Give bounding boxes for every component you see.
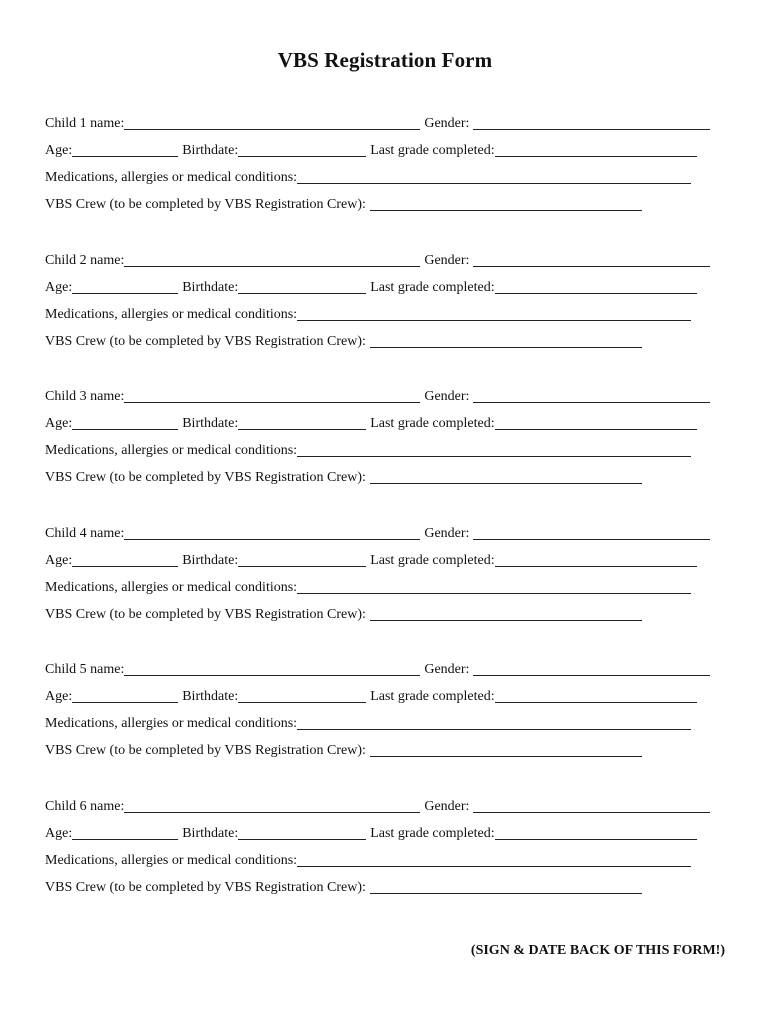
gender-field[interactable] bbox=[473, 252, 710, 267]
gender-field[interactable] bbox=[473, 115, 710, 130]
age-row bbox=[45, 133, 725, 160]
name-label-suffix: name: bbox=[86, 525, 125, 541]
age-field[interactable] bbox=[72, 142, 178, 157]
crew-field[interactable] bbox=[370, 196, 642, 211]
medical-label: Medications, allergies or medical conditions: bbox=[45, 170, 298, 185]
birthdate-field[interactable] bbox=[238, 552, 366, 567]
last-grade-label: Last grade completed: bbox=[370, 825, 495, 841]
child-name-field[interactable] bbox=[124, 388, 420, 403]
age-row bbox=[45, 816, 725, 843]
birthdate-field[interactable] bbox=[238, 279, 366, 294]
medical-label: Medications, allergies or medical conditions: bbox=[45, 306, 298, 322]
medical-field[interactable] bbox=[297, 715, 691, 730]
child-label: Child 5 bbox=[45, 662, 87, 677]
crew-field[interactable] bbox=[370, 606, 642, 621]
crew-label: VBS Crew (to be completed by VBS Registration Crew): bbox=[45, 197, 366, 212]
gender-label: Gender: bbox=[424, 525, 470, 541]
age-label: Age: bbox=[45, 279, 73, 295]
child-section bbox=[45, 789, 725, 897]
birthdate-field[interactable] bbox=[238, 142, 366, 157]
crew-field[interactable] bbox=[370, 879, 642, 894]
age-row bbox=[45, 679, 725, 706]
child-label: Child 1 bbox=[45, 116, 87, 131]
gender-label: Gender: bbox=[424, 798, 470, 814]
last-grade-label: Last grade completed: bbox=[370, 689, 495, 704]
crew-row bbox=[45, 460, 725, 487]
gender-label: Gender: bbox=[424, 389, 470, 404]
age-label: Age: bbox=[45, 689, 73, 704]
form-title: VBS Registration Form bbox=[277, 48, 493, 72]
child-section bbox=[45, 243, 725, 351]
birthdate-label: Birthdate: bbox=[182, 279, 239, 295]
child-section bbox=[45, 652, 725, 760]
child-section bbox=[45, 379, 725, 487]
child-name-row bbox=[45, 379, 725, 406]
last-grade-field[interactable] bbox=[495, 415, 697, 430]
name-label-suffix: name: bbox=[86, 662, 125, 677]
child-name-label bbox=[45, 253, 124, 270]
child-name-field[interactable] bbox=[124, 115, 420, 130]
child-name-field[interactable] bbox=[124, 661, 420, 676]
medical-row bbox=[45, 706, 725, 733]
crew-label: VBS Crew (to be completed by VBS Registration Crew): bbox=[45, 333, 366, 349]
child-name-field[interactable] bbox=[124, 798, 420, 813]
medical-row bbox=[45, 297, 725, 324]
medical-field[interactable] bbox=[297, 442, 691, 457]
last-grade-label: Last grade completed: bbox=[370, 279, 495, 295]
age-row bbox=[45, 406, 725, 433]
last-grade-field[interactable] bbox=[495, 279, 697, 294]
child-section bbox=[45, 516, 725, 624]
medical-label: Medications, allergies or medical conditions: bbox=[45, 443, 298, 458]
gender-field[interactable] bbox=[473, 388, 710, 403]
birthdate-label: Birthdate: bbox=[182, 825, 239, 841]
medical-field[interactable] bbox=[297, 306, 691, 321]
age-field[interactable] bbox=[72, 415, 178, 430]
child-name-label bbox=[45, 389, 124, 406]
gender-label: Gender: bbox=[424, 116, 470, 131]
birthdate-label: Birthdate: bbox=[182, 143, 239, 158]
child-name-label bbox=[45, 116, 124, 133]
crew-row bbox=[45, 597, 725, 624]
gender-field[interactable] bbox=[473, 525, 710, 540]
age-row bbox=[45, 270, 725, 297]
crew-label: VBS Crew (to be completed by VBS Registration Crew): bbox=[45, 879, 366, 895]
name-label-suffix: name: bbox=[86, 116, 125, 131]
birthdate-label: Birthdate: bbox=[182, 416, 239, 431]
crew-field[interactable] bbox=[370, 742, 642, 757]
crew-row bbox=[45, 870, 725, 897]
crew-row bbox=[45, 324, 725, 351]
medical-label: Medications, allergies or medical conditions: bbox=[45, 579, 298, 595]
medical-row bbox=[45, 433, 725, 460]
crew-label: VBS Crew (to be completed by VBS Registration Crew): bbox=[45, 470, 366, 485]
gender-label: Gender: bbox=[424, 252, 470, 268]
crew-row bbox=[45, 733, 725, 760]
birthdate-field[interactable] bbox=[238, 415, 366, 430]
child-name-row bbox=[45, 516, 725, 543]
child-name-row bbox=[45, 106, 725, 133]
last-grade-field[interactable] bbox=[495, 688, 697, 703]
last-grade-label: Last grade completed: bbox=[370, 552, 495, 568]
child-name-row bbox=[45, 652, 725, 679]
medical-row bbox=[45, 843, 725, 870]
child-section bbox=[45, 106, 725, 214]
crew-field[interactable] bbox=[370, 469, 642, 484]
medical-row bbox=[45, 160, 725, 187]
child-name-field[interactable] bbox=[124, 525, 420, 540]
name-label-suffix: name: bbox=[86, 389, 125, 404]
crew-label: VBS Crew (to be completed by VBS Registration Crew): bbox=[45, 743, 366, 758]
medical-field[interactable] bbox=[297, 169, 691, 184]
medical-field[interactable] bbox=[297, 852, 691, 867]
last-grade-field[interactable] bbox=[495, 825, 697, 840]
gender-field[interactable] bbox=[473, 661, 710, 676]
last-grade-field[interactable] bbox=[495, 142, 697, 157]
crew-field[interactable] bbox=[370, 333, 642, 348]
age-label: Age: bbox=[45, 825, 73, 841]
crew-row bbox=[45, 187, 725, 214]
birthdate-label: Birthdate: bbox=[182, 552, 239, 568]
child-name-row bbox=[45, 789, 725, 816]
medical-row bbox=[45, 570, 725, 597]
last-grade-label: Last grade completed: bbox=[370, 143, 495, 158]
age-label: Age: bbox=[45, 143, 73, 158]
sign-date-note: (SIGN & DATE BACK OF THIS FORM!) bbox=[470, 943, 725, 958]
birthdate-field[interactable] bbox=[238, 825, 366, 840]
birthdate-label: Birthdate: bbox=[182, 689, 239, 704]
last-grade-label: Last grade completed: bbox=[370, 416, 495, 431]
age-field[interactable] bbox=[72, 279, 178, 294]
medical-label: Medications, allergies or medical conditions: bbox=[45, 852, 298, 868]
child-label: Child 4 bbox=[45, 525, 87, 541]
child-label: Child 2 bbox=[45, 252, 87, 268]
age-label: Age: bbox=[45, 416, 73, 431]
gender-label: Gender: bbox=[424, 662, 470, 677]
age-row bbox=[45, 543, 725, 570]
birthdate-field[interactable] bbox=[238, 688, 366, 703]
child-name-field[interactable] bbox=[124, 252, 420, 267]
child-label: Child 3 bbox=[45, 389, 87, 404]
age-label: Age: bbox=[45, 552, 73, 568]
medical-label: Medications, allergies or medical conditions: bbox=[45, 716, 298, 731]
name-label-suffix: name: bbox=[86, 798, 125, 814]
child-label: Child 6 bbox=[45, 798, 87, 814]
medical-field[interactable] bbox=[297, 579, 691, 594]
age-field[interactable] bbox=[72, 825, 178, 840]
last-grade-field[interactable] bbox=[495, 552, 697, 567]
child-name-label bbox=[45, 526, 124, 543]
age-field[interactable] bbox=[72, 552, 178, 567]
name-label-suffix: name: bbox=[86, 252, 125, 268]
child-name-label bbox=[45, 799, 124, 816]
crew-label: VBS Crew (to be completed by VBS Registration Crew): bbox=[45, 606, 366, 622]
child-name-label bbox=[45, 662, 124, 679]
age-field[interactable] bbox=[72, 688, 178, 703]
gender-field[interactable] bbox=[473, 798, 710, 813]
child-name-row bbox=[45, 243, 725, 270]
